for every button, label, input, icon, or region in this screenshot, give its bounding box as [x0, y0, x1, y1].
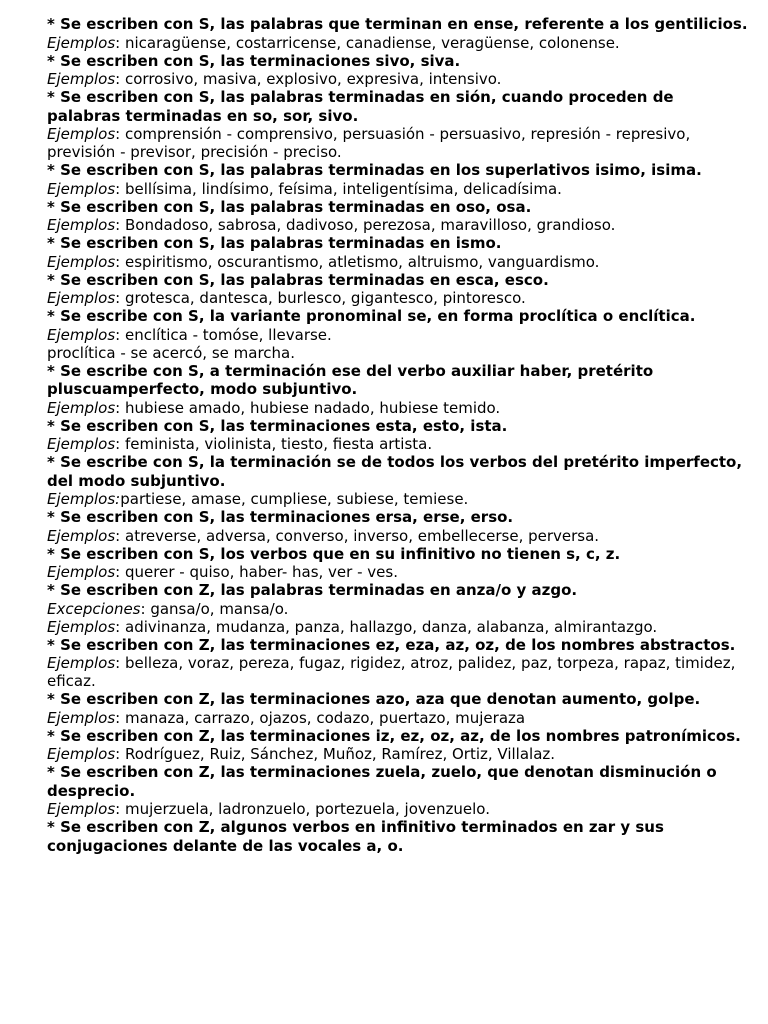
- example-line: [47, 399, 748, 417]
- example-line: [47, 800, 748, 818]
- example-separator: :: [115, 216, 125, 234]
- example-text: corrosivo, masiva, explosivo, expresiva, intensivo.: [125, 70, 502, 88]
- example-separator: :: [115, 654, 125, 672]
- example-label: Ejemplos:: [47, 490, 121, 508]
- example-label: Ejemplos: [47, 800, 116, 818]
- example-separator: :: [115, 325, 125, 344]
- example-line: [47, 34, 748, 52]
- rule-entry: [47, 727, 748, 764]
- example-line: [47, 435, 748, 453]
- example-line: [47, 618, 748, 636]
- example-label: Ejemplos: [47, 563, 116, 581]
- example-separator: :: [115, 252, 125, 271]
- example-text: mujerzuela, ladronzuelo, portezuela, jovenzuelo.: [125, 800, 490, 818]
- rule-entry: [47, 453, 748, 508]
- rule-entry: [47, 417, 748, 454]
- example-separator: :: [115, 70, 125, 88]
- rule-entry: [47, 88, 748, 161]
- example-separator: :: [115, 179, 125, 198]
- example-text: nicaragüense, costarricense, canadiense, veragüense, colonense.: [125, 33, 620, 52]
- rule-heading: * Se escriben con S, las palabras terminadas en los superlativos isimo, isima.: [47, 161, 702, 179]
- example-label: Ejemplos: [47, 398, 116, 417]
- example-text: partiese, amase, cumpliese, subiese, temiese.: [120, 490, 469, 508]
- example-label: Ejemplos: [47, 325, 116, 344]
- example-text: enclítica - tomóse, llevarse.: [125, 325, 332, 344]
- example-text: Bondadoso, sabrosa, dadivoso, perezosa, maravilloso, grandioso.: [125, 216, 616, 234]
- rule-heading: * Se escriben con S, las terminaciones esta, esto, ista.: [47, 416, 508, 435]
- example-line: [47, 745, 748, 763]
- example-line: [47, 125, 748, 161]
- rule-entry: [47, 15, 748, 52]
- example-line: [47, 326, 748, 344]
- example-line: [47, 527, 748, 545]
- example-line: [47, 600, 748, 618]
- rule-heading: * Se escriben con Z, las terminaciones ez, eza, az, oz, de los nombres abstractos.: [47, 635, 736, 654]
- example-separator: :: [115, 563, 125, 581]
- example-label: Ejemplos: [47, 252, 116, 271]
- example-separator: :: [115, 398, 125, 417]
- example-separator: :: [115, 125, 125, 143]
- example-separator: :: [115, 289, 125, 307]
- example-label: Ejemplos: [47, 654, 116, 672]
- rule-heading: * Se escriben con S, las palabras terminadas en esca, esco.: [47, 270, 549, 289]
- example-text: atreverse, adversa, converso, inverso, embellecerse, perversa.: [125, 526, 600, 545]
- example-label: Ejemplos: [47, 745, 116, 763]
- example-text: grotesca, dantesca, burlesco, gigantesco, pintoresco.: [125, 289, 526, 307]
- example-line: [47, 180, 748, 198]
- example-text: Rodríguez, Ruiz, Sánchez, Muñoz, Ramírez, Ortiz, Villalaz.: [125, 745, 556, 763]
- rule-heading: * Se escriben con S, las palabras terminadas en oso, osa.: [47, 197, 532, 216]
- example-label: Excepciones: [47, 599, 141, 618]
- example-line: [47, 289, 748, 307]
- rule-heading: * Se escriben con Z, las terminaciones iz, ez, oz, az, de los nombres patronímicos.: [47, 726, 741, 745]
- rule-entry: [47, 763, 748, 818]
- example-line: [47, 563, 748, 581]
- example-line: [47, 70, 748, 88]
- example-text: adivinanza, mudanza, panza, hallazgo, danza, alabanza, almirantazgo.: [125, 617, 658, 636]
- example-label: Ejemplos: [47, 179, 116, 198]
- example-text: feminista, violinista, tiesto, fiesta artista.: [125, 435, 433, 453]
- example-label: Ejemplos: [47, 708, 116, 727]
- example-text: belleza, voraz, pereza, fugaz, rigidez, atroz, palidez, paz, torpeza, rapaz, timidez, eficaz.: [47, 654, 736, 690]
- example-text: bellísima, lindísimo, feísima, inteligentísima, delicadísima.: [125, 179, 562, 198]
- example-separator: :: [115, 617, 125, 636]
- example-line: [47, 709, 748, 727]
- rule-entry: [47, 690, 748, 727]
- example-line: [47, 344, 748, 362]
- rule-heading: * Se escriben con S, los verbos que en su infinitivo no tienen s, c, z.: [47, 544, 621, 563]
- rule-heading: * Se escriben con Z, las palabras terminadas en anza/o y azgo.: [47, 581, 578, 599]
- rule-heading: * Se escriben con S, las palabras terminadas en ismo.: [47, 234, 502, 252]
- example-label: Ejemplos: [47, 216, 116, 234]
- rule-entry: [47, 581, 748, 636]
- rule-entry: [47, 636, 748, 691]
- example-separator: :: [115, 800, 125, 818]
- example-line: [47, 253, 748, 271]
- rule-heading: * Se escriben con Z, las terminaciones azo, aza que denotan aumento, golpe.: [47, 690, 701, 708]
- example-label: Ejemplos: [47, 33, 116, 52]
- rule-entry: [47, 362, 748, 417]
- example-text: querer - quiso, haber- has, ver - ves.: [125, 563, 398, 581]
- example-text: manaza, carrazo, ojazos, codazo, puertazo, mujeraza: [125, 708, 526, 727]
- example-separator: :: [140, 599, 151, 618]
- rule-heading: * Se escriben con Z, las terminaciones zuela, zuelo, que denotan disminución o desprecio.: [47, 763, 717, 800]
- rule-heading: * Se escriben con S, las terminaciones sivo, siva.: [47, 51, 461, 70]
- example-line: [47, 490, 748, 508]
- example-separator: :: [115, 435, 125, 453]
- example-text: proclítica - se acercó, se marcha.: [47, 343, 295, 362]
- example-separator: :: [115, 745, 125, 763]
- rule-entry: [47, 545, 748, 582]
- example-text: hubiese amado, hubiese nadado, hubiese temido.: [125, 398, 501, 417]
- rule-entry: [47, 508, 748, 545]
- rule-entry: [47, 234, 748, 271]
- example-label: Ejemplos: [47, 289, 116, 307]
- example-label: Ejemplos: [47, 526, 116, 545]
- rule-entry: [47, 271, 748, 308]
- rule-entry: [47, 198, 748, 235]
- rule-heading: * Se escriben con Z, algunos verbos en infinitivo terminados en zar y sus conjugaciones delante de las vocales a, o.: [47, 818, 664, 855]
- rule-heading: * Se escribe con S, a terminación ese del verbo auxiliar haber, pretérito pluscuamperfecto, modo subjuntivo.: [47, 361, 654, 398]
- example-text: gansa/o, mansa/o.: [150, 599, 289, 618]
- rules-list: [47, 15, 748, 855]
- example-label: Ejemplos: [47, 70, 116, 88]
- rule-entry: [47, 818, 748, 855]
- rule-entry: [47, 161, 748, 198]
- example-text: espiritismo, oscurantismo, atletismo, altruismo, vanguardismo.: [125, 252, 600, 271]
- rule-heading: * Se escribe con S, la variante pronominal se, en forma proclítica o enclítica.: [47, 307, 696, 325]
- example-label: Ejemplos: [47, 617, 116, 636]
- example-label: Ejemplos: [47, 435, 116, 453]
- example-separator: :: [115, 526, 125, 545]
- example-separator: :: [115, 33, 125, 52]
- example-line: [47, 654, 748, 690]
- rule-heading: * Se escriben con S, las terminaciones ersa, erse, erso.: [47, 508, 514, 526]
- example-text: comprensión - comprensivo, persuasión - persuasivo, represión - represivo, previsión - previsor, precisión - preciso.: [47, 125, 691, 161]
- example-line: [47, 216, 748, 234]
- rule-heading: * Se escribe con S, la terminación se de todos los verbos del pretérito imperfecto, del modo subjuntivo.: [47, 453, 743, 490]
- rule-entry: [47, 52, 748, 89]
- rule-heading: * Se escriben con S, las palabras que terminan en ense, referente a los gentilicios.: [47, 15, 748, 33]
- example-separator: :: [115, 708, 125, 727]
- rule-heading: * Se escriben con S, las palabras terminadas en sión, cuando proceden de palabras terminadas en so, sor, sivo.: [47, 88, 674, 125]
- example-label: Ejemplos: [47, 125, 116, 143]
- rule-entry: [47, 307, 748, 362]
